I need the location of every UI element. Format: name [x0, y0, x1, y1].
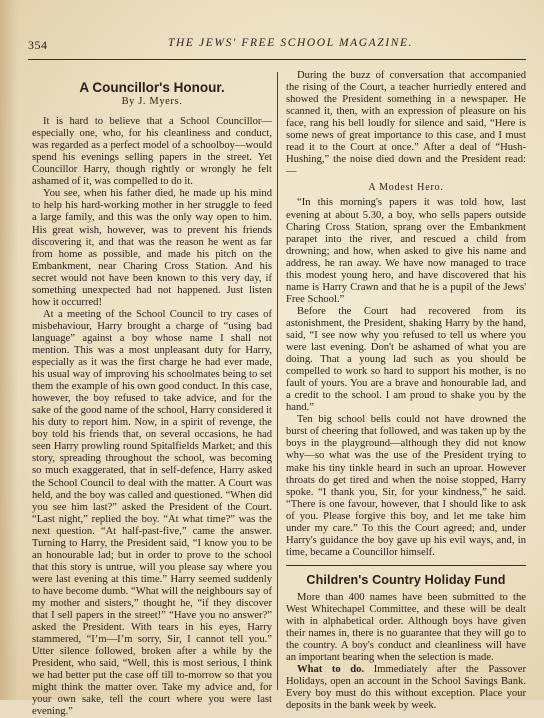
quote-heading: A Modest Hero. [368, 182, 444, 194]
page-number: 354 [28, 38, 48, 52]
right-column [286, 70, 526, 712]
article-paragraph: During the buzz of conversation that accompanied the rising of the Court, a teacher hurriedly entered and showed the President something in a newspaper. He scanned it, then, with an expression of pleasure on his face, rang his bell loudly for silence and said, “Here is some news of great importance to this case, and I must read it to the Court at once.” After a deal of “Hush-Hushing,” the noise died down and the President read:— [286, 70, 526, 178]
todo-label: What to do. [297, 664, 365, 676]
article-paragraph: Ten big school bells could not have drowned the burst of cheering that followed, and was taken up by the boys in the playground—although they did not know why—so what was the use of the President trying to make his tiny tinkle heard in such an uproar. However throats do get tired and when the noise stopped, Harry spoke. “I thank you, Sir, for your kindness,” he said. “There is one favour, however, that I should like to ask of you. Please forgive this boy, and let me take him under my care.” To this the Court agreed; and, under Harry's guidance the boy gave up his evil ways, and, in time, became a Councillor himself. [286, 414, 526, 558]
newspaper-quote [286, 197, 526, 305]
article-byline: By J. Myers. [121, 96, 183, 108]
left-column [32, 70, 272, 718]
notice-title: Children's Country Holiday Fund [306, 572, 506, 587]
notice-paragraph: More than 400 names have been submitted to the West Whitechapel Committee, and these will be dealt with in alphabetical order. Although boys have given their names in, there is no guarantee that they will go to the country. A boy's conduct and cleanliness will have an important bearing when the selection is made. [286, 591, 526, 664]
quote-text: “In this morning's papers it was told how, last evening at about 5.30, a boy, who sells papers outside Charing Cross Station, sprang over the Embankment parapet into the river, and rescued a child from drowning; and how, when asked to give his name and address, he ran away. We have now managed to trace this modest young hero, and have discovered that his name is Harry Crawn and that he is a pupil of the Jews' Free School.” [286, 197, 526, 305]
running-head [28, 38, 526, 58]
column-divider [277, 72, 278, 690]
article-title: A Councillor's Honour. [79, 80, 225, 95]
journal-title: THE JEWS' FREE SCHOOL MAGAZINE. [168, 37, 414, 49]
article-paragraph: At a meeting of the School Council to try cases of misbehaviour, Harry brought a charge of “using bad language” against a boy whose name I shall not mention. This was a most unpleasant duty for Harry, especially as it was the first charge he had ever made, his usual way of improving his schoolmates being to set them the example of his own good conduct. In this case, however, the boy refused to take advice, and for the sake of the good name of the school, Harry considered it his duty to report him. Now, in a spirit of revenge, the boy told his friends that, on several occasions, he had seen Harry prowling round Spitalfields Market; and this story, spreading throughout the school, was becoming so much exaggerated, that in self-defence, Harry asked the School Council to deal with the matter. A Court was held, and the boy was called and questioned. “When did you see him last?” asked the President of the Court. “Last night,” replied the boy. “At what time?” was the next question. “At half-past-five,” came the answer. Turning to Harry, the President said, “I know you to be an honourable lad; but in order to prove to the school that this story is untrue, will you please say where you were last evening at this time.” Harry seemed suddenly to have become dumb. “What will the neighbours say of my mother and sisters,” thought he, “if they discover that I sell papers in the street!” “Have you no answer?” asked the President. With tears in his eyes, Harry stammered, “I’m—I’m sorry, Sir, I cannot tell you.” Utter silence followed, broken after a while by the President, who said, “Well, this is most serious, I think we had better put the case off till to-morrow so that you might think the matter over. Take my advice and, for your own sake, tell the court where you were last evening.” [32, 308, 272, 718]
paper-edge-stain [0, 0, 18, 700]
header-rule [28, 59, 526, 60]
article-paragraph: You see, when his father died, he made up his mind to help his hard-working mother in her struggle to feed a large family, and this was the only way open to him. His great wish, however, was to prevent his friends discovering it, and that was the reason he went as far from home as possible, and made his pitch on the Embankment, near Charing Cross Station. And his secret would not have been known to this very day, if something unexpected had not happened. Just listen how it occurred! [32, 188, 272, 308]
notice-todo [286, 664, 526, 712]
article-paragraph: It is hard to believe that a School Councillor—especially one, who, for his cleanliness and conduct, was regarded as a perfect model of a schoolboy—would spend his evenings selling papers in the street. Yet Councillor Harry, though rightly or wrongly he felt ashamed of it, was compelled to do it. [32, 116, 272, 188]
article-paragraph: Before the Court had recovered from its astonishment, the President, shaking Harry by the hand, said, “I see now why you refused to tell us where you were last evening. Don't be ashamed of what you are doing. That a young lad such as you should be compelled to work so hard to support his mother, is no fault of yours. You are a brave and honourable lad, and a credit to the school. I am proud to shake you by the hand.” [286, 305, 526, 414]
todo-text: Immediately after the Passover Holidays, open an account in the School Savings Bank. Every boy must do this without exception. Place your deposits in the bank week by week. [286, 664, 526, 712]
section-divider [286, 565, 526, 566]
